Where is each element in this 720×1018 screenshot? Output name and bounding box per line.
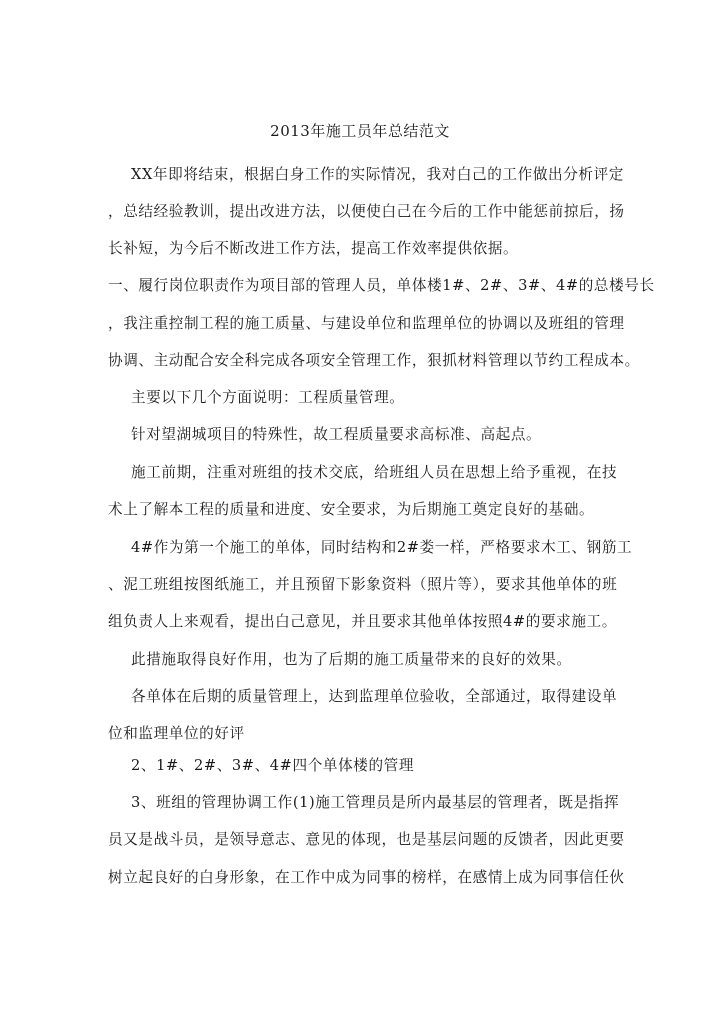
- paragraph-line: 针对望湖城项目的特殊性，故工程质量要求高标准、高起点。: [131, 426, 542, 443]
- paragraph-line: 组负责人上来观看，提出白己意见，并且要求其他单体按照4#的要求施工。: [108, 613, 617, 630]
- paragraph-line: 4#作为第一个施工的单体，同时结构和2#娄一样，严格要求木工、钢筋工: [131, 539, 633, 556]
- paragraph-line: 协调、主动配合安全科完成各项安全管理工作，狠抓材料管理以节约工程成本。: [108, 352, 640, 369]
- paragraph-line: 3、班组的管理协调工作(1)施工管理员是所内最基层的管理者，既是指挥: [131, 794, 620, 811]
- paragraph-line: 一、履行岗位职责作为项目部的管理人员，单体楼1#、2#、3#、4#的总楼号长: [108, 277, 655, 294]
- paragraph-line: 主要以下几个方面说明：工程质量管理。: [131, 389, 405, 406]
- paragraph-line: ，我注重控制工程的施工质量、与建设单位和监理单位的协调以及班组的管理: [108, 315, 625, 332]
- paragraph-line: 位和监理单位的好评: [108, 725, 245, 742]
- paragraph-line: 员又是战斗员，是领导意志、意见的体现，也是基层问题的反馈者，因此更要: [108, 831, 625, 848]
- paragraph-line: 各单体在后期的质量管理上，达到监理单位验收，全部通过，取得建设单: [131, 688, 618, 705]
- paragraph-line: 施工前期，注重对班组的技术交底，给班组人员在思想上给予重视，在技: [131, 464, 618, 481]
- paragraph-line: 2、1#、2#、3#、4#四个单体楼的管理: [131, 757, 415, 774]
- paragraph-line: 树立起良好的白身形象，在工作中成为同事的榜样，在感情上成为同事信任伙: [108, 869, 625, 886]
- paragraph-line: 长补短，为今后不断改进工作方法，提高工作效率提供依据。: [108, 240, 519, 257]
- paragraph-line: ，总结经验教训，提出改进方法，以便使白己在今后的工作中能惩前掠后，扬: [108, 203, 625, 220]
- paragraph-line: 术上了解本工程的质量和进度、安全要求，为后期施工奠定良好的基础。: [108, 501, 595, 518]
- document-title: 2013年施工员年总结范文: [270, 122, 450, 140]
- paragraph-line: XX年即将结束，根据白身工作的实际情况，我对白己的工作做出分析评定: [131, 166, 624, 183]
- paragraph-line: 、泥工班组按图纸施工，并且预留下影象资料（照片等），要求其他单体的班: [108, 576, 618, 593]
- paragraph-line: 此措施取得良好作用，也为了后期的施工质量带来的良好的效果。: [131, 651, 572, 668]
